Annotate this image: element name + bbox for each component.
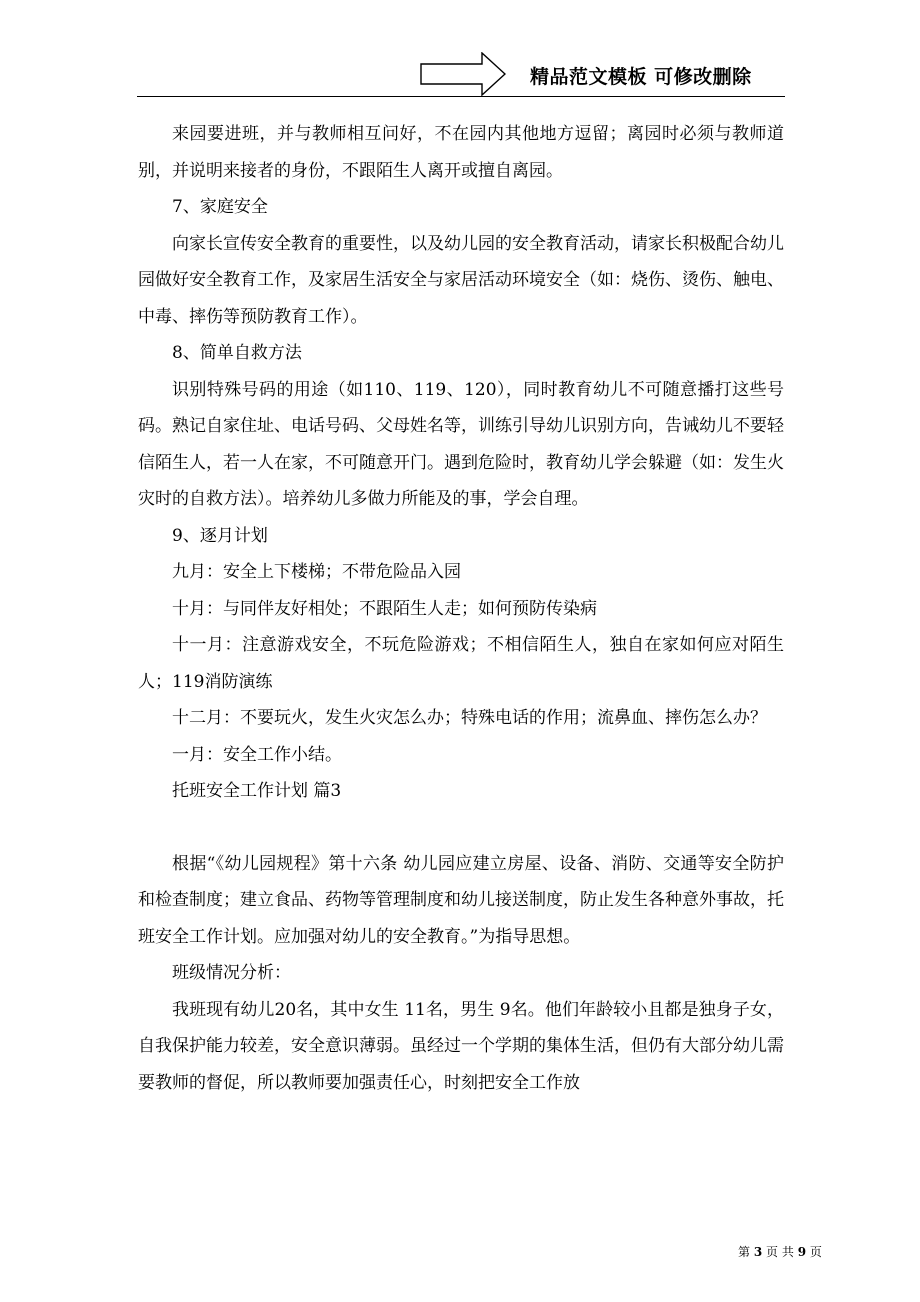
page-number-footer [738, 1243, 822, 1260]
month-plan-item: 十月：与同伴友好相处；不跟陌生人走；如何预防传染病 [172, 598, 597, 619]
paragraph: 根据“《幼儿园规程》第十六条 幼儿园应建立房屋、设备、消防、交通等安全防护和检查制度；建立食品、药物等管理制度和幼儿接送制度，防止发生各种意外事故，托班安全工作计划。应加强对幼儿的安全教育。”为指导思想。 [138, 853, 784, 947]
footer-middle: 页 共 [766, 1245, 794, 1259]
footer-suffix: 页 [809, 1245, 822, 1259]
section-heading: 7、家庭安全 [172, 197, 268, 217]
month-plan-item: 十二月：不要玩火，发生火灾怎么办；特殊电话的作用；流鼻血、摔伤怎么办？ [172, 708, 767, 728]
blank-line [138, 810, 784, 846]
paragraph: 来园要进班，并与教师相互问好，不在园内其他地方逗留；离园时必须与教师道别，并说明来接者的身份，不跟陌生人离开或擅自离园。 [138, 124, 784, 181]
paragraph: 我班现有幼儿20名，其中女生 11名，男生 9名。他们年龄较小且都是独身子女，自我保护能力较差，安全意识薄弱。虽经过一个学期的集体生活，但仍有大部分幼儿需要教师的督促，所以教师要加强责任心，时刻把安全工作放 [138, 999, 784, 1093]
header-title: 精品范文模板 可修改删除 [530, 66, 752, 88]
month-plan-item: 十一月：注意游戏安全，不玩危险游戏；不相信陌生人，独自在家如何应对陌生人；119消防演练 [138, 635, 784, 692]
right-arrow-outline-icon [420, 52, 506, 96]
document-body [138, 116, 784, 1101]
header-rule [137, 96, 785, 97]
month-plan-item: 九月：安全上下楼梯；不带危险品入园 [172, 562, 461, 582]
current-page-number: 3 [753, 1245, 763, 1259]
paragraph: 向家长宣传安全教育的重要性，以及幼儿园的安全教育活动，请家长积极配合幼儿园做好安全教育工作，及家居生活安全与家居活动环境安全（如：烧伤、烫伤、触电、中毒、摔伤等预防教育工作）。 [138, 233, 784, 327]
paragraph: 识别特殊号码的用途（如110、119、120），同时教育幼儿不可随意播打这些号码。熟记自家住址、电话号码、父母姓名等，训练引导幼儿识别方向，告诫幼儿不要轻信陌生人，若一人在家，不可随意开门。遇到危险时，教育幼儿学会躲避（如：发生火灾时的自救方法）。培养幼儿多做力所能及的事，学会自理。 [138, 379, 784, 509]
section-heading: 班级情况分析： [172, 963, 291, 983]
month-plan-item: 一月：安全工作小结。 [172, 744, 342, 765]
section-heading: 9、逐月计划 [172, 525, 268, 546]
total-page-number: 9 [797, 1245, 807, 1259]
footer-prefix: 第 [738, 1245, 751, 1259]
article-section-title: 托班安全工作计划 篇3 [172, 781, 342, 801]
section-heading: 8、简单自救方法 [172, 343, 302, 363]
